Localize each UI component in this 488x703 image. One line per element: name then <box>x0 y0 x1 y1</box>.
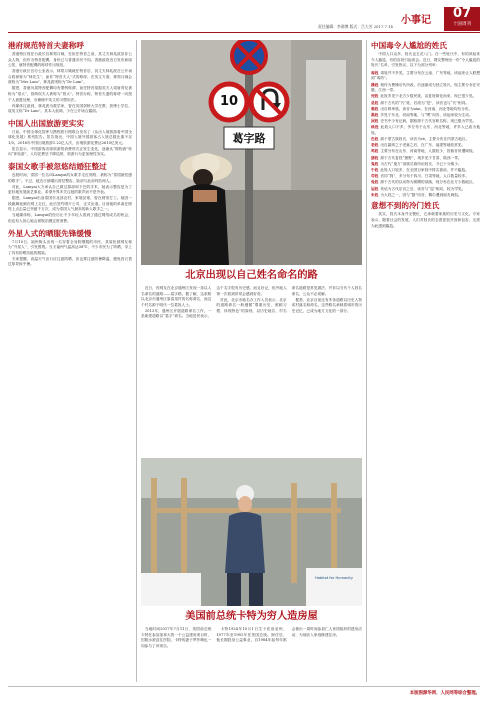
banner-text: Habitat for Humanity <box>315 576 353 580</box>
speed-limit-value: 10 <box>219 94 239 109</box>
paragraph: 专家提醒，高温天气出行应注意防晒，但也要注意防暑降温，避免因衣着过厚导致中暑。 <box>8 256 132 267</box>
paragraph: 香港特区现任行政长官林郑月娥，在担任特首之前，其丈夫林兆波虽非公众人物，但作为特首配偶，身份已与普通市民不同。香港政府近日发布新闻公报，就特首配偶的称呼作出规范。 <box>8 52 132 68</box>
editor-line: 责任编辑：李满博 版式：吕大芳 2017.7.14 <box>318 23 393 29</box>
surname-text: 毒姓并不多见，主要分布在云南、广东等地，读起来让人联想到“毒药”。 <box>371 70 480 81</box>
surname-text: 此姓人口不多，多分布于山东、河北等地，许多人已改为他姓。 <box>371 125 480 135</box>
paragraph: 卡特1924年10月1日生于佐治亚州，1977年至1981年任美国总统。卸任后，他长期投身公益事业，自1984年起每年都会抽出一周时间参加仁人家园组织的建房活动，为低收入家庭修建住房。 <box>216 627 362 643</box>
surname-text: 源于古代的“氏”姓，后改为“是”，读音也与“氏”相同。 <box>380 100 470 105</box>
surname-entry <box>371 119 480 125</box>
paragraph: 据悉，香港历届特首配偶均有惯例称谓，前任特首梁振英夫人梁唐青仪被称为“梁太”，曾荫权夫人被称为“曾太”。特首办称，特首夫妻的称呼一向按个人意愿处理，亦兼顾中英文的习惯用法。 <box>8 86 132 102</box>
surname-text: 源于古代复姓“猪野”，现多见于甘肃、陕西一带。 <box>380 155 462 160</box>
surname-entry <box>371 149 480 155</box>
column-divider-right <box>366 40 367 682</box>
headline-carter: 美国前总统卡特为穷人造房屋 <box>185 611 318 622</box>
page-number-box <box>444 7 480 31</box>
paragraph: 有媒体注意到，林兆波为数学家，曾在英国剑桥大学任教，获博士学位，故英文称“Dr Lam”。其本人低调，少在公开场合露面。 <box>8 103 132 114</box>
surname-text: 相传为曹操后代所改，后逐渐成为独立姓氏，现主要分布在安徽、江西一带。 <box>371 82 480 93</box>
headline-travel: 中国人出国旅游更实实 <box>8 118 84 128</box>
article-hk <box>8 52 132 115</box>
right-column <box>371 41 480 682</box>
surname-entry <box>371 113 480 119</box>
column-title: 小事记 <box>401 15 431 26</box>
surname-entry <box>371 101 480 107</box>
surname-key: 操姓 <box>371 82 379 87</box>
surname-text: 传说为古代乐官之后，读音与“屁”相同，较为罕见。 <box>380 186 466 191</box>
paragraph: 7月10日，福州街头出现一名穿着全身防晒服的市民，其装扮被网友称为“外星人”，引发围观。当天福州气温高达38℃，不少市民为了防晒，穿上了具有防晒功能的服装。 <box>8 239 132 255</box>
surname-entry <box>371 193 480 199</box>
surname-text: 出自鲜卑族，读音为nàn，在河南、河北等地均有分布。 <box>380 106 473 111</box>
surname-entry <box>371 180 480 186</box>
masthead <box>0 0 488 30</box>
paragraph: 据悉，北京目前还有多条道路以历史人物或村落名称命名，这些路名承载着城市的历史记忆，已成为地方文化的一部分。 <box>291 297 362 313</box>
surname-key: 兔姓 <box>371 180 379 185</box>
surname-text: 多见于东北、河南等地，与“嘿”同音，读起来较为生动。 <box>380 112 473 117</box>
paragraph: 对此，北京市地名办工作人员表示，北京的道路命名一般遵循“尊重历史、照顾习惯、体现特色”的原则，以历史地名、村名命名道路是常见做法，并非以当代个人姓名命名，公众不必误解。 <box>216 286 362 313</box>
article-carter <box>141 610 362 682</box>
headline-rare-surnames: 意想不到的冷门姓氏 <box>371 201 440 211</box>
surname-key: 难姓 <box>371 106 379 111</box>
surname-entry <box>371 187 480 193</box>
masthead-rule <box>8 32 480 33</box>
article-beijing-road <box>141 269 362 457</box>
headline-hk: 港府规范特首夫妻称呼 <box>8 41 84 50</box>
footer-note: 本版图源华网、人民网等综合整理。 <box>409 691 480 696</box>
page-label: 十国周刊 <box>452 22 472 27</box>
surname-text: 为古代“鬼方”部族后裔所用姓氏，今已十分稀少。 <box>380 161 462 166</box>
article-body <box>141 627 362 649</box>
surname-entry <box>371 143 480 149</box>
article-travel <box>8 130 132 158</box>
surnames-intro: 中国人口众多，姓氏也五花八门。在一些姓氏中，有的读起来令人尴尬，有的容易引起误会。近日，网友整理出一份“令人尴尬的姓氏”名单，引发热议。以下为部分列举： <box>371 52 480 68</box>
surname-entry <box>371 71 480 82</box>
article-body <box>141 286 362 320</box>
surname-key: 猪姓 <box>371 155 379 160</box>
carter-illustration <box>141 458 362 606</box>
headline-thai-singer: 泰国女歌手被忽悠结婚狂整过 <box>8 162 107 172</box>
surname-key: 牛姓 <box>371 168 379 172</box>
photo-road-sign <box>141 40 362 265</box>
surname-text: 音同“狗”，多分布于四川、甘肃等地，人口数量较多。 <box>380 174 469 179</box>
surname-entry <box>371 137 480 143</box>
surname-key: 屁姓 <box>371 186 379 191</box>
article-sun-suit <box>8 240 132 268</box>
surname-key: 贱姓 <box>371 125 379 130</box>
surname-text: 主要分布在山东、河南等地，人数较少，因谐音常遭调侃。 <box>380 149 477 154</box>
surname-text: 源于蒙古族姓氏，读音为sè，主要分布在内蒙古地区。 <box>380 137 470 142</box>
surname-entry <box>371 156 480 162</box>
surname-text: 出自颛顼之子老童之后，在广东、福建等地较常见。 <box>380 143 466 148</box>
surname-key: 鸡姓 <box>371 149 379 154</box>
surname-entry <box>371 125 480 136</box>
surname-key: 朱姓 <box>371 192 379 197</box>
paragraph: 当地时间2017年7月11日，美国前总统卡特在参加加拿大的一个公益建房项目时，因脱水被送往医院。卡特的妻子罗莎琳也一同参与了该项目。 <box>141 627 212 648</box>
street-name-plate: 葛字路 <box>232 132 266 145</box>
footer-rule <box>8 686 480 687</box>
column-divider-left <box>136 40 137 682</box>
article-thai-singer <box>8 173 132 225</box>
surname-key: 鬼姓 <box>371 161 379 166</box>
surname-key: 毒姓 <box>371 70 379 75</box>
surname-key: 黑姓 <box>371 112 379 117</box>
surname-list <box>371 71 480 199</box>
surname-entry <box>371 162 480 168</box>
paragraph: 近段时间，泰国一位名叫Lamyai的女歌手走红网络，被称为“泰国最性感的歌手”。不过，她近日被曝出曾经整容，脸部与此前判若两人。 <box>8 173 132 183</box>
surnames-tail: 其实，姓氏本身并无褒贬，它承载着家族的历史与文化。专家表示，随着社会的发展，人们对姓氏的态度更加开放和包容，无需为此感到尴尬。 <box>371 212 480 228</box>
paragraph: 对此，Lamyai大方承认自己做过鼻部和下巴的手术，她表示整容是为了更好地发展演艺事业，希望外界多关注她的歌声而不是外表。 <box>8 184 132 195</box>
left-column <box>8 41 132 682</box>
photo-carter <box>141 458 362 606</box>
surname-key: 是姓 <box>371 100 379 105</box>
headline-surnames: 中国毒令人尴尬的姓氏 <box>371 41 447 50</box>
surname-key: 苟姓 <box>371 174 379 179</box>
paragraph: 当地媒体称，Lamyai的经历让不少年轻人看到了通过网络成名的机会，但也有人担心她会被娱乐圈过度消费。 <box>8 213 132 223</box>
surname-entry <box>371 174 480 180</box>
paragraph: 2013年，通州区开展道路命名工作，一条新建道路以“葛字”命名。当地居民表示，这个名字很有历史感，而且好记，但外地人第一次看到常常会感到好奇。 <box>141 286 287 319</box>
surname-text: 为大姓之一，因与“猪”同音，偶尔遭到朋友调侃。 <box>380 192 462 197</box>
headline-beijing-road: 北京出现以自己姓名命名的路 <box>185 270 318 281</box>
surname-text: 此姓多见于北方少数民族，由复姓简化而来，现已很少见。 <box>380 94 477 99</box>
page-number: 07 <box>452 6 472 21</box>
surname-key: 老姓 <box>371 143 379 148</box>
surname-key: 死姓 <box>371 94 379 99</box>
paragraph: 日前，中国全球化智库与携程旅行网联合发布了《从出入境旅游看中国全球化发展》系列报告。报告指出，中国入境外国游客占入境总数比重不足1/5。2016年中国出境旅游1.22亿人次，出境旅游花费达2610亿美元。 <box>8 129 132 145</box>
surname-text: 源于古代的以动物为图腾的部落，现分布在北方少数地区。 <box>380 180 477 185</box>
road-sign-illustration <box>141 40 362 265</box>
surname-entry <box>371 83 480 94</box>
paragraph: 近日，有网友在北京通州区发现一条以人名命名的道路——葛字路。据了解，这条路以北京市通州区原葛渠村的名称命名，而这个村名源于明代一位葛姓人士。 <box>141 286 212 307</box>
surname-entry <box>371 107 480 113</box>
surname-entry <box>371 168 480 174</box>
surname-key: 屎姓 <box>371 119 379 124</box>
paragraph: 据悉，Lamyai出身泰国东北部农村，家境贫寒，曾在餐馆打工。她因一段跳舞视频在网上走红，此后签约唱片公司，正式出道。目前她的单曲在网络上点击量已突破千万次，成为泰国人气最高的新人歌手之一。 <box>8 196 132 212</box>
surname-key: 色姓 <box>371 137 379 142</box>
headline-sun-suit: 外星人式的晒服先锋缓慢 <box>8 228 92 238</box>
paragraph: 香港行政长官办公室表示，林郑月娥就任特首后，其丈夫林兆波在公开场合将被称为“林先生”，而非“特首夫人”式的称呼。在英文方面，林郑月娥会被称为“Mrs Lam”，林兆波则称为“Dr Lam”。 <box>8 69 132 85</box>
surname-text: 史书中少有记载，据称源于古代官职名称，现已极为罕见。 <box>380 119 477 124</box>
paragraph: 报告显示，中国游客出境旅游的消费形式正发生变化，逐渐从“购物游”转向“体验游”，人均花费呈下降趋势，旅游行为更加理性务实。 <box>8 146 132 157</box>
surname-entry <box>371 94 480 100</box>
surname-text: 此姓人口较多，在全国百家姓中排名靠前，并不尴尬。 <box>380 168 469 172</box>
